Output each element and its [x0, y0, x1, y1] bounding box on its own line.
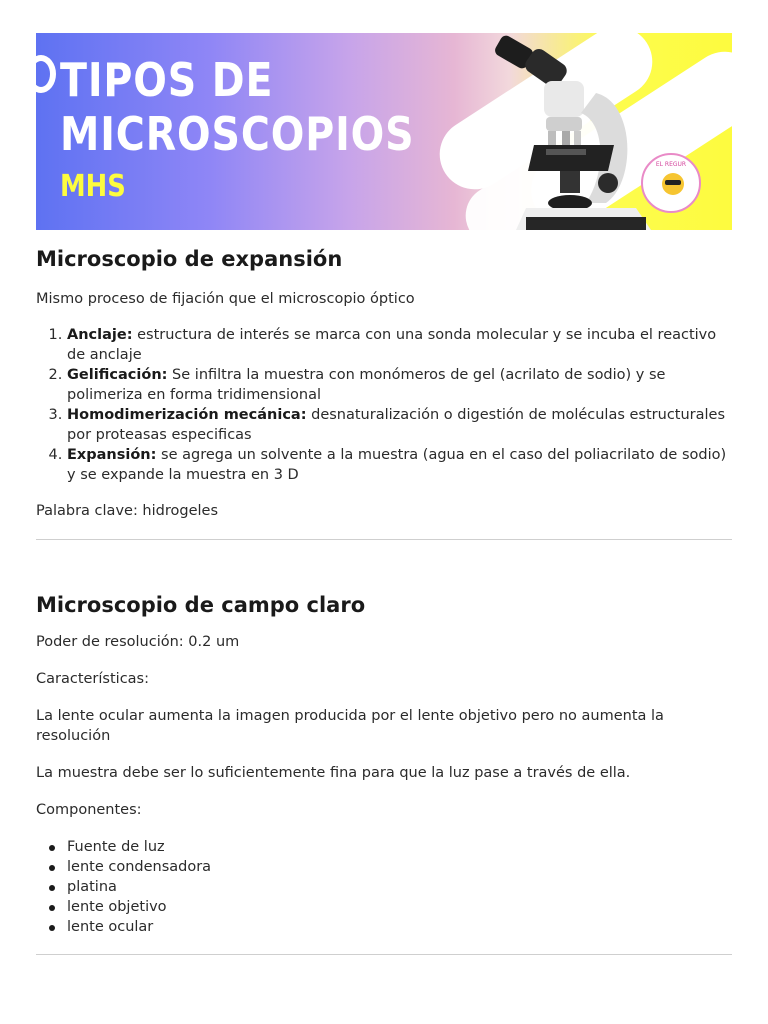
- resolution-line: Poder de resolución: 0.2 um: [36, 634, 240, 650]
- step-term: Homodimerización mecánica:: [67, 407, 307, 423]
- list-item: [67, 405, 732, 445]
- brand-badge: [641, 153, 701, 213]
- expansion-steps-list: [36, 325, 732, 485]
- section-divider: [36, 954, 732, 955]
- document-content: [36, 244, 732, 955]
- components-label: Componentes:: [36, 802, 142, 818]
- list-item: platina: [67, 877, 732, 897]
- list-item: Fuente de luz: [67, 837, 732, 857]
- sunglasses-emoji-icon: [662, 173, 684, 195]
- list-item: lente condensadora: [67, 857, 732, 877]
- step-term: Expansión:: [67, 447, 157, 463]
- list-item: [67, 445, 732, 485]
- step-text: Se infiltra la muestra con monómeros de gel (acrilato de sodio) y se polimeriza en forma tridimensional: [67, 367, 666, 403]
- badge-label: EL REGUR: [655, 161, 687, 168]
- list-item: lente ocular: [67, 917, 732, 937]
- feature-paragraph: La lente ocular aumenta la imagen producida por el lente objetivo pero no aumenta la resolución: [36, 708, 664, 744]
- feature-paragraph: La muestra debe ser lo suficientemente fina para que la luz pase a través de ella.: [36, 765, 631, 781]
- section-title-expansion: Microscopio de expansión: [36, 247, 343, 271]
- banner-circle-decoration: [36, 55, 56, 93]
- step-text: desnaturalización o digestión de moléculas estructurales por proteasas especificas: [67, 407, 726, 443]
- keyword-line: Palabra clave: hidrogeles: [36, 503, 219, 519]
- banner-subtitle: MHS: [60, 169, 126, 204]
- features-label: Características:: [36, 671, 149, 687]
- list-item: [67, 325, 732, 365]
- section-intro: Mismo proceso de fijación que el microscopio óptico: [36, 291, 415, 307]
- section-divider: [36, 539, 732, 540]
- list-item: lente objetivo: [67, 897, 732, 917]
- step-term: Gelificación:: [67, 367, 168, 383]
- list-item: [67, 365, 732, 405]
- components-list: [36, 837, 732, 937]
- banner-title-line-1: TIPOS DE: [60, 53, 274, 107]
- header-banner: [36, 33, 732, 230]
- step-text: se agrega un solvente a la muestra (agua en el caso del poliacrilato de sodio) y se expande la muestra en 3 D: [67, 447, 727, 483]
- step-text: estructura de interés se marca con una sonda molecular y se incuba el reactivo de anclaje: [67, 327, 717, 363]
- microscope-image: [486, 33, 656, 230]
- section-title-brightfield: Microscopio de campo claro: [36, 593, 366, 617]
- banner-title-line-2: MICROSCOPIOS: [60, 107, 415, 161]
- step-term: Anclaje:: [67, 327, 133, 343]
